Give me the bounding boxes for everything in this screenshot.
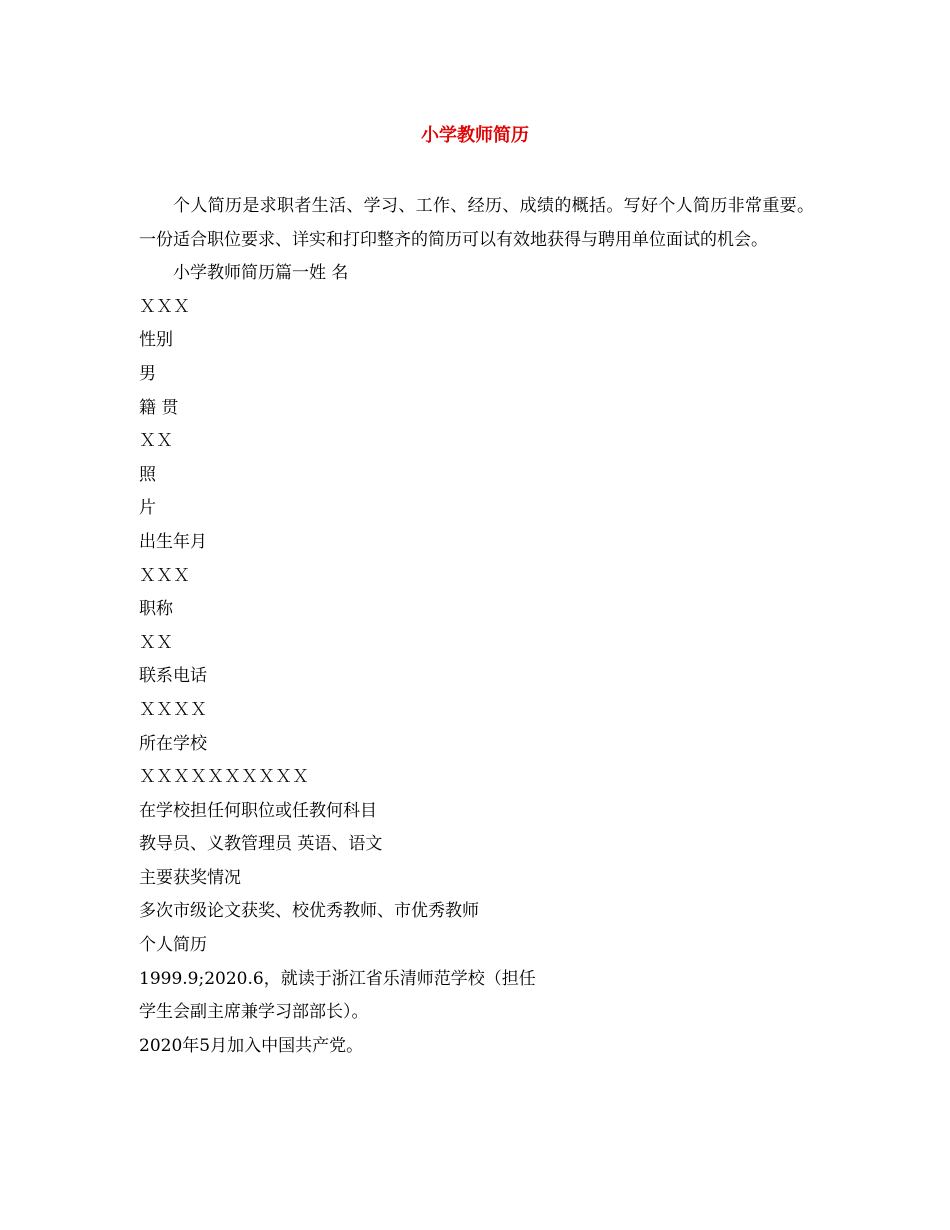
title-value: ＸＸ bbox=[139, 632, 173, 653]
resume-label: 个人简历 bbox=[139, 935, 207, 956]
birth-date-label: 出生年月 bbox=[139, 531, 207, 552]
photo-label-part1: 照 bbox=[139, 464, 156, 485]
birth-date-value: ＸＸＸ bbox=[139, 565, 190, 586]
phone-label: 联系电话 bbox=[139, 666, 207, 687]
intro-paragraph: 个人简历是求职者生活、学习、工作、经历、成绩的概括。写好个人简历非常重要。一份适合职位要求、详实和打印整齐的简历可以有效地获得与聘用单位面试的机会。 bbox=[139, 196, 814, 250]
school-value: ＸＸＸＸＸＸＸＸＸＸ bbox=[139, 767, 309, 788]
gender-label: 性别 bbox=[139, 330, 173, 351]
resume-heading-line: 小学教师简历篇一姓 名 bbox=[173, 263, 349, 284]
gender-value: 男 bbox=[139, 363, 156, 384]
resume-entry-1: 1999.9;2020.6，就读于浙江省乐清师范学校（担任 bbox=[139, 968, 536, 989]
name-value: ＸＸＸ bbox=[139, 296, 190, 317]
resume-entry-1-cont: 学生会副主席兼学习部部长）。 bbox=[139, 1002, 369, 1023]
hometown-value: ＸＸ bbox=[139, 431, 173, 452]
document-body bbox=[139, 190, 814, 1063]
school-label: 所在学校 bbox=[139, 733, 207, 754]
title-label: 职称 bbox=[139, 599, 173, 620]
position-label: 在学校担任何职位或任教何科目 bbox=[139, 800, 377, 821]
position-value: 教导员、义教管理员 英语、语文 bbox=[139, 834, 383, 855]
awards-value: 多次市级论文获奖、校优秀教师、市优秀教师 bbox=[139, 901, 479, 922]
resume-entry-2: 2020年5月加入中国共产党。 bbox=[139, 1035, 364, 1056]
document-title: 小学教师简历 bbox=[421, 125, 529, 146]
photo-label-part2: 片 bbox=[139, 498, 156, 519]
hometown-label: 籍 贯 bbox=[139, 397, 179, 418]
phone-value: ＸＸＸＸ bbox=[139, 699, 207, 720]
awards-label: 主要获奖情况 bbox=[139, 867, 241, 888]
